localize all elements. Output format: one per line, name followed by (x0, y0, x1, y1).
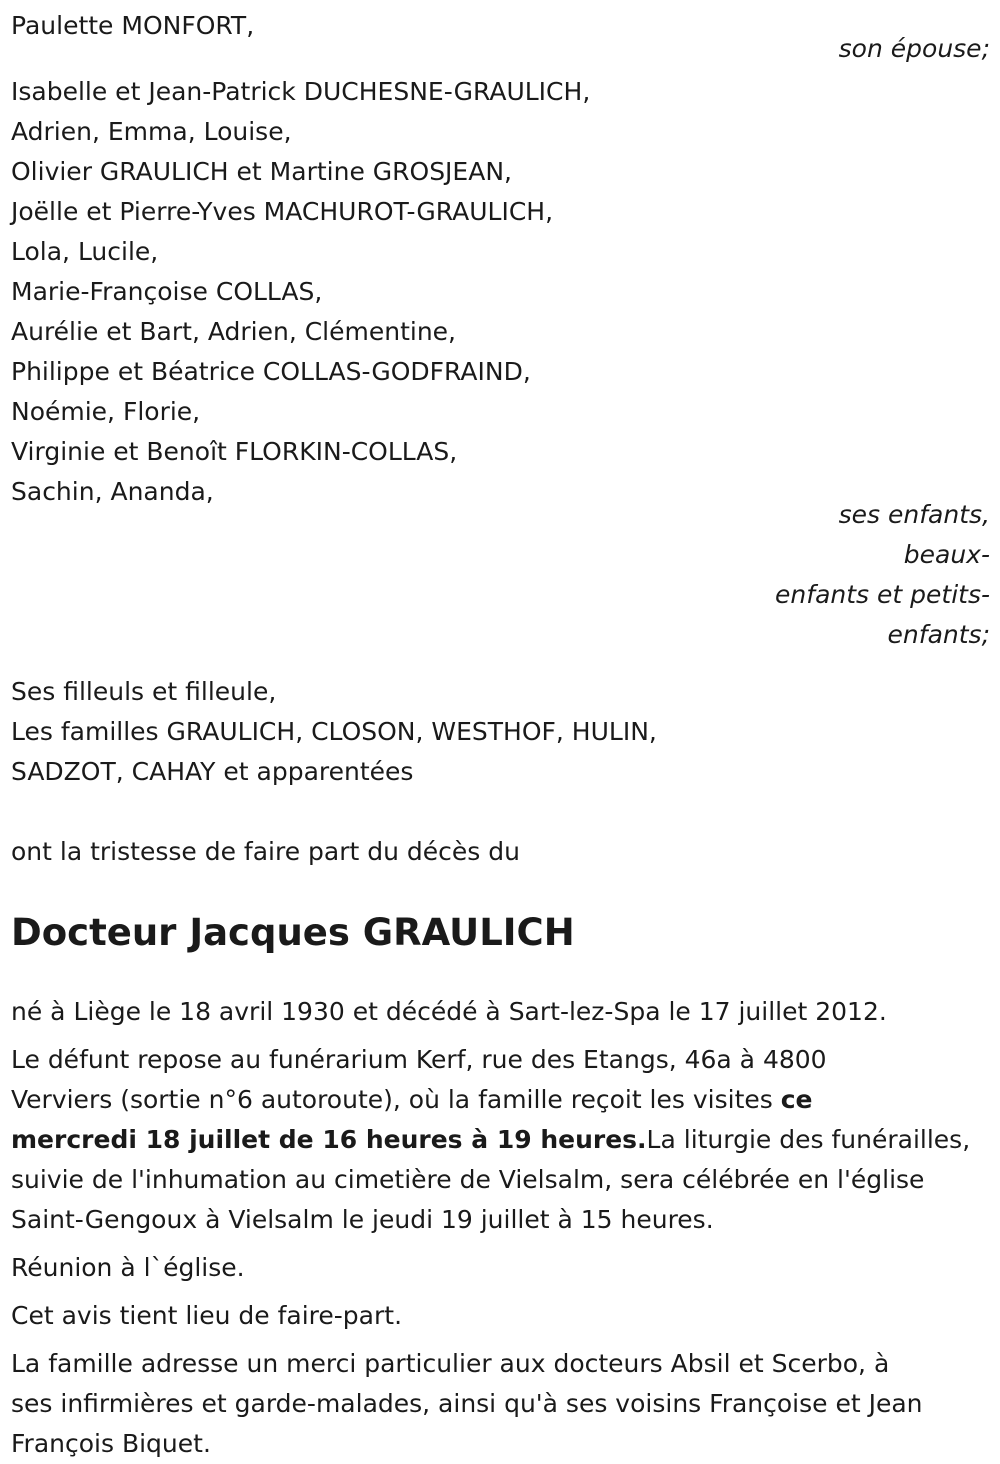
others-line: SADZOT, CAHAY et apparentées (11, 757, 414, 786)
visitation-line: Le défunt repose au funérarium Kerf, rue des Etangs, 46a à 4800 (11, 1045, 827, 1074)
family-role-line: enfants et petits- (775, 580, 990, 609)
family-block (11, 72, 990, 655)
family-line: Sachin, Ananda, (11, 477, 214, 506)
visitation-line: suivie de l'inhumation au cimetière de Vielsalm, sera célébrée en l'église (11, 1165, 925, 1194)
family-role-line: enfants; (887, 620, 990, 649)
family-line: Virginie et Benoît FLORKIN-COLLAS, (11, 437, 458, 466)
visitation-line: Saint-Gengoux à Vielsalm le jeudi 19 juillet à 15 heures. (11, 1205, 714, 1234)
others-line: Les familles GRAULICH, CLOSON, WESTHOF, HULIN, (11, 717, 657, 746)
family-line: Olivier GRAULICH et Martine GROSJEAN, (11, 157, 512, 186)
thanks-paragraph (11, 1344, 990, 1464)
deceased-name: Docteur Jacques GRAULICH (11, 911, 575, 954)
family-role-line: ses enfants, beaux- (838, 500, 990, 569)
spouse-role: son épouse; (838, 34, 990, 63)
family-line: Aurélie et Bart, Adrien, Clémentine, (11, 317, 457, 346)
family-line: Joëlle et Pierre-Yves MACHUROT-GRAULICH, (11, 197, 554, 226)
family-line: Adrien, Emma, Louise, (11, 117, 292, 146)
family-role (750, 495, 990, 655)
birth-death-text: né à Liège le 18 avril 1930 et décédé à Sart-lez-Spa le 17 juillet 2012. (11, 997, 887, 1026)
thanks-line: François Biquet. (11, 1429, 211, 1458)
family-line: Philippe et Béatrice COLLAS-GODFRAIND, (11, 357, 531, 386)
spouse-block (11, 6, 990, 69)
visitation-text: La liturgie des funérailles, (646, 1125, 971, 1154)
family-line: Noémie, Florie, (11, 397, 201, 426)
visitation-text: Verviers (sortie n°6 autoroute), où la famille reçoit les visites (11, 1085, 781, 1114)
notice-text: Cet avis tient lieu de faire-part. (11, 1301, 403, 1330)
thanks-line: La famille adresse un merci particulier aux docteurs Absil et Scerbo, à (11, 1349, 890, 1378)
visitation-line (11, 1080, 990, 1120)
visitation-line (11, 1120, 990, 1160)
family-line: Marie-Françoise COLLAS, (11, 277, 323, 306)
visitation-emphasis: ce (780, 1085, 813, 1114)
others-block (11, 672, 990, 792)
others-line: Ses filleuls et filleule, (11, 677, 277, 706)
visitation-paragraph (11, 1040, 990, 1240)
spouse-name: Paulette MONFORT, (11, 11, 255, 40)
announcement-text: ont la tristesse de faire part du décès du (11, 837, 520, 866)
family-line: Lola, Lucile, (11, 237, 159, 266)
visitation-emphasis: mercredi 18 juillet de 16 heures à 19 heures. (11, 1125, 647, 1154)
family-line: Isabelle et Jean-Patrick DUCHESNE-GRAULICH, (11, 77, 591, 106)
thanks-line: ses infirmières et garde-malades, ainsi qu'à ses voisins Françoise et Jean (11, 1389, 923, 1418)
reunion-text: Réunion à l`église. (11, 1253, 245, 1282)
